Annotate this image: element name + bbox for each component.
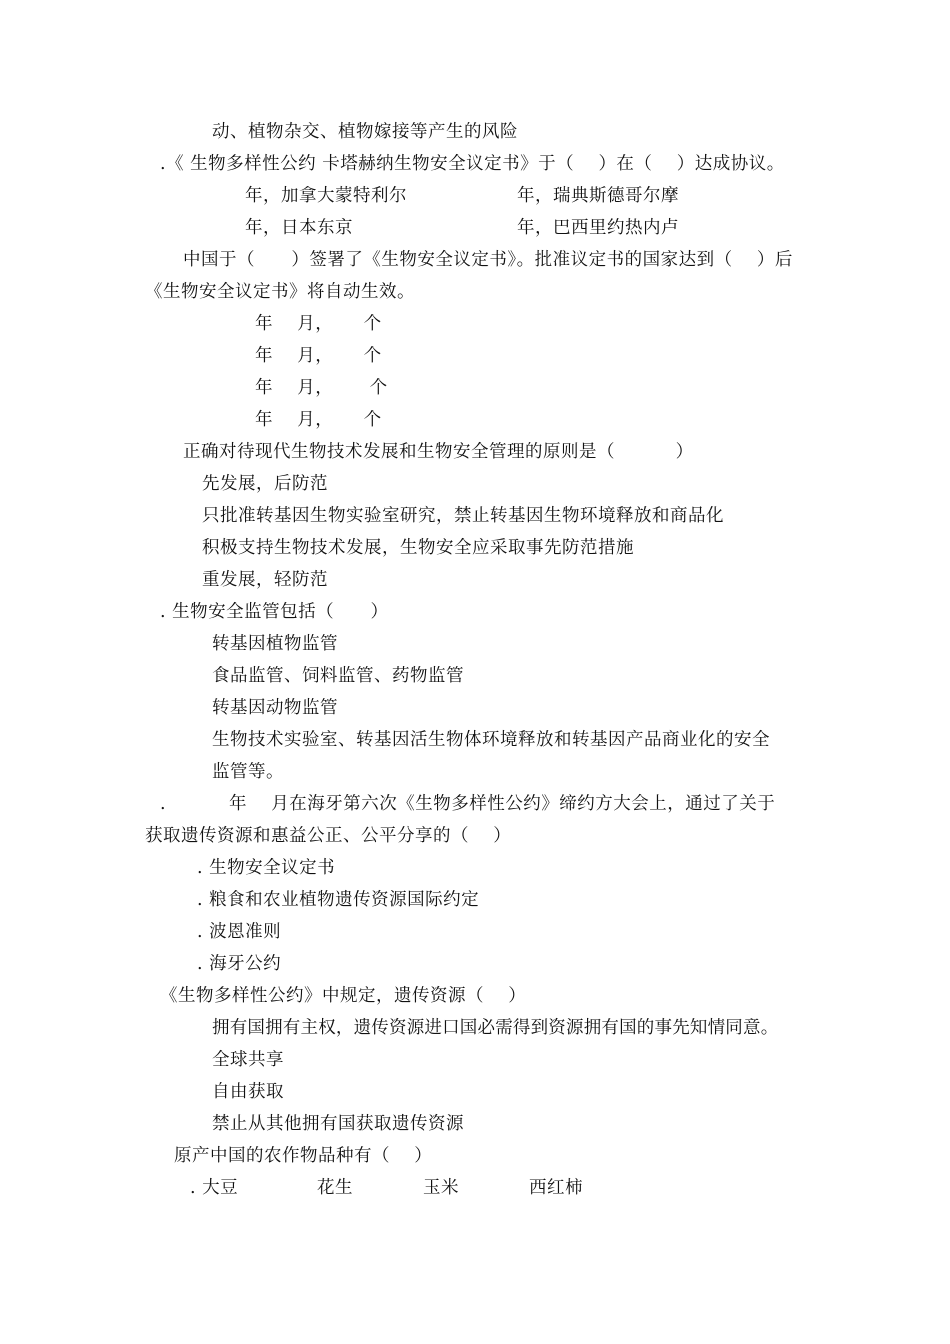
question-line: . 生物安全监管包括（ ） xyxy=(160,602,389,622)
option-line: . 海牙公约 xyxy=(197,954,282,974)
option-line: 重发展，轻防范 xyxy=(202,570,328,590)
option-line: 禁止从其他拥有国获取遗传资源 xyxy=(212,1114,464,1134)
question-line: 《生物多样性公约》中规定，遗传资源（ ） xyxy=(160,986,527,1006)
option-line: 先发展，后防范 xyxy=(202,474,328,494)
question-number: . xyxy=(160,794,167,814)
option-line: 年，巴西里约热内卢 xyxy=(517,218,679,238)
option-line: 生物技术实验室、转基因活生物体环境释放和转基因产品商业化的安全 xyxy=(212,730,770,750)
option-line: 转基因植物监管 xyxy=(212,634,338,654)
option-line: 拥有国拥有主权，遗传资源进口国必需得到资源拥有国的事先知情同意。 xyxy=(212,1018,779,1038)
option-line: . 粮食和农业植物遗传资源国际约定 xyxy=(197,890,480,910)
question-line: 年 月在海牙第六次《生物多样性公约》缔约方大会上，通过了关于 xyxy=(229,794,776,814)
question-line: 中国于（ ）签署了《生物安全议定书》。批准议定书的国家达到（ ）后 xyxy=(183,250,793,270)
text-line: 动、植物杂交、植物嫁接等产生的风险 xyxy=(212,122,518,142)
option-line: 积极支持生物技术发展，生物安全应采取事先防范措施 xyxy=(202,538,634,558)
question-line: .《 生物多样性公约 卡塔赫纳生物安全议定书》于（ ）在（ ）达成协议。 xyxy=(160,154,785,174)
option-line: 花生 xyxy=(317,1178,353,1198)
option-line: 年 月， 个 xyxy=(255,378,388,398)
option-line: 年 月， 个 xyxy=(255,314,382,334)
option-line: 年，瑞典斯德哥尔摩 xyxy=(517,186,679,206)
text-line: 获取遗传资源和惠益公正、公平分享的（ ） xyxy=(145,826,512,846)
option-line: 年，加拿大蒙特利尔 xyxy=(245,186,407,206)
text-line: 《生物安全议定书》将自动生效。 xyxy=(145,282,415,302)
option-line: 食品监管、饲料监管、药物监管 xyxy=(212,666,464,686)
option-line: 玉米 xyxy=(423,1178,459,1198)
option-line: 自由获取 xyxy=(212,1082,284,1102)
option-line: 年 月， 个 xyxy=(255,346,382,366)
option-line: 西红柿 xyxy=(529,1178,583,1198)
question-line: 原产中国的农作物品种有（ ） xyxy=(174,1146,433,1166)
option-line: 转基因动物监管 xyxy=(212,698,338,718)
option-line: 年，日本东京 xyxy=(245,218,353,238)
option-line: 监管等。 xyxy=(212,762,284,782)
option-line: . 生物安全议定书 xyxy=(197,858,336,878)
option-line: . 波恩准则 xyxy=(197,922,282,942)
option-line: 全球共享 xyxy=(212,1050,284,1070)
question-line: 正确对待现代生物技术发展和生物安全管理的原则是（ ） xyxy=(183,442,694,462)
option-line: . 大豆 xyxy=(190,1178,239,1198)
option-line: 只批准转基因生物实验室研究，禁止转基因生物环境释放和商品化 xyxy=(202,506,724,526)
option-line: 年 月， 个 xyxy=(255,410,382,430)
